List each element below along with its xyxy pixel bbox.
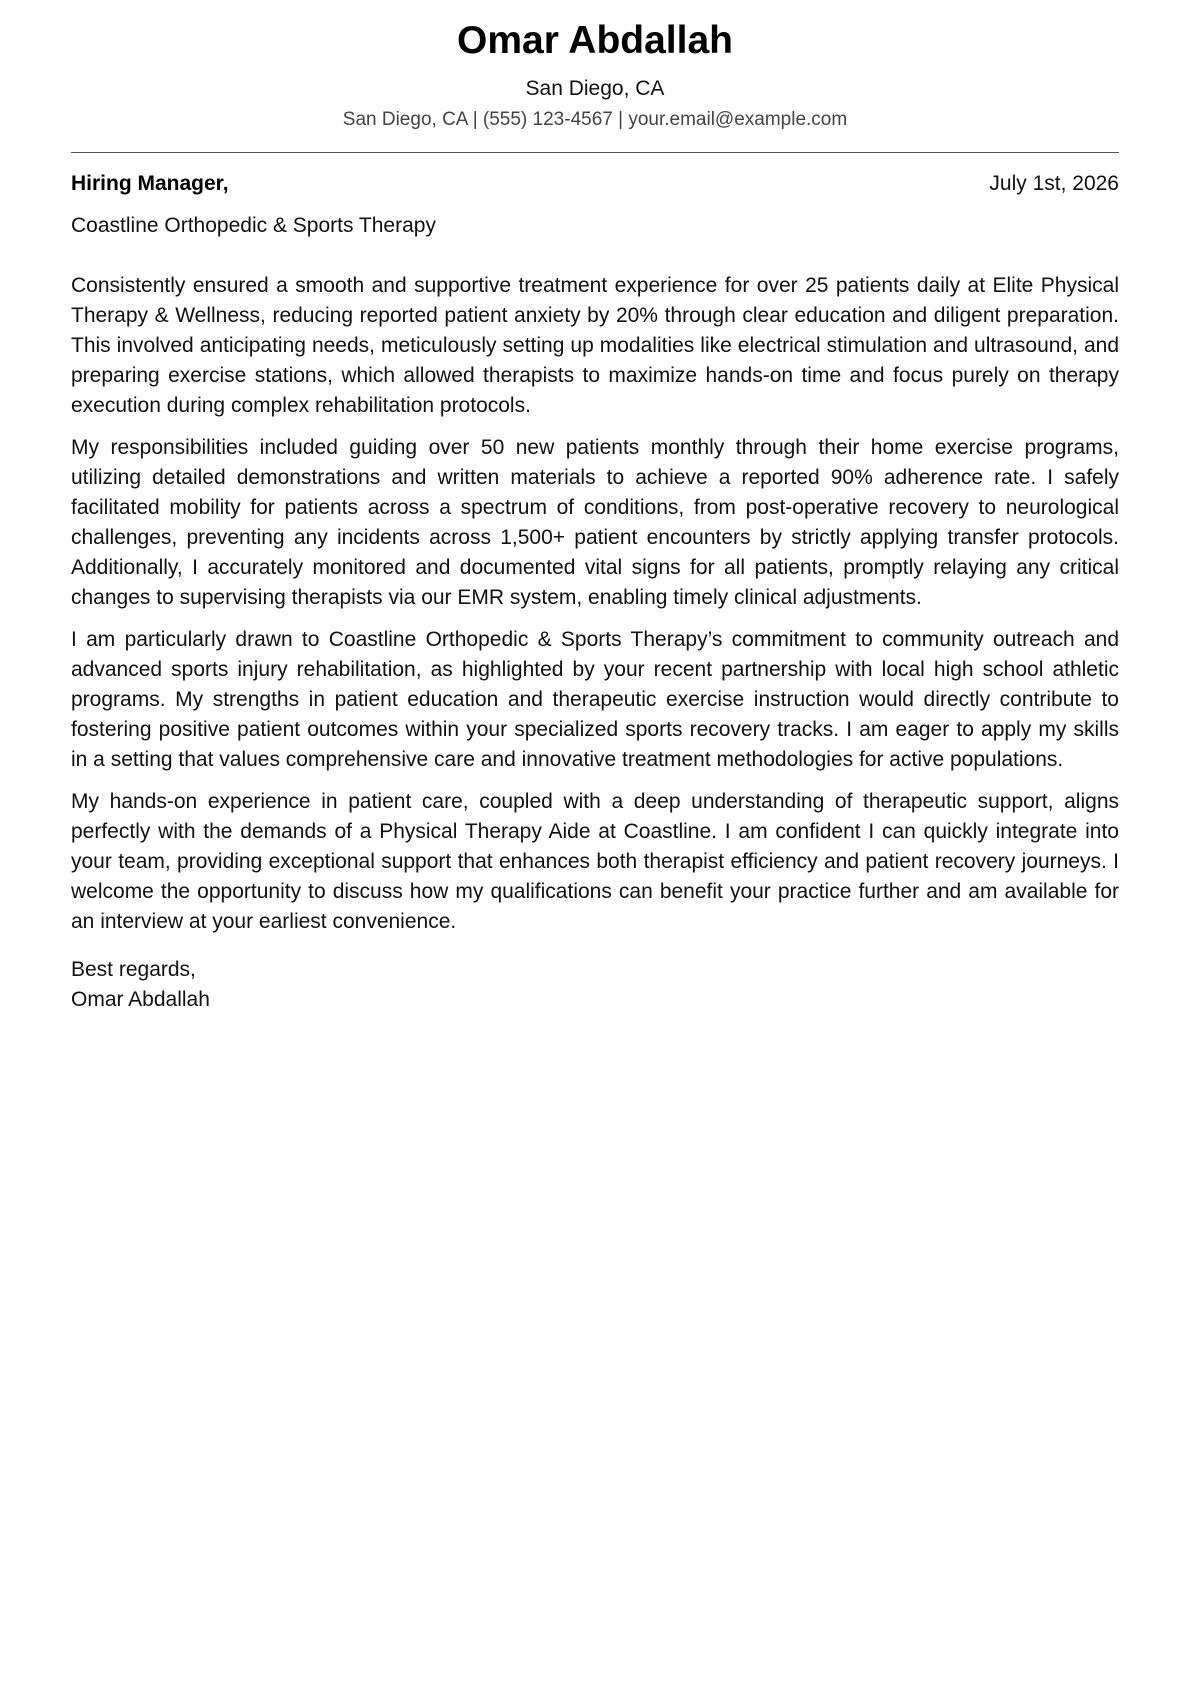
letter-body (71, 271, 1119, 937)
body-paragraph-3: I am particularly drawn to Coastline Orthopedic & Sports Therapy’s commitment to community outreach and advanced sports injury rehabilitation, as highlighted by your recent partnership with local high school athletic programs. My strengths in patient education and therapeutic exercise instruction would directly contribute to fostering positive patient outcomes within your specialized sports recovery tracks. I am eager to apply my skills in a setting that values comprehensive care and innovative treatment methodologies for active populations. (71, 628, 1119, 771)
recipient-date-row (71, 169, 1119, 199)
recipient-company: Coastline Orthopedic & Sports Therapy (71, 214, 436, 237)
letter-date: July 1st, 2026 (989, 172, 1119, 195)
body-paragraph-1: Consistently ensured a smooth and supportive treatment experience for over 25 patients daily at Elite Physical Therapy & Wellness, reducing reported patient anxiety by 20% through clear education and diligent preparation. This involved anticipating needs, meticulously setting up modalities like electrical stimulation and ultrasound, and preparing exercise stations, which allowed therapists to maximize hands-on time and focus purely on therapy execution during complex rehabilitation protocols. (71, 274, 1119, 417)
letter-header (71, 0, 1119, 134)
letter-closing (71, 955, 1119, 1015)
applicant-contact-line: San Diego, CA | (555) 123-4567 | your.email@example.com (342, 109, 848, 130)
recipient-salutation: Hiring Manager, (71, 172, 229, 195)
applicant-location: San Diego, CA (525, 77, 665, 100)
applicant-name: Omar Abdallah (457, 19, 733, 62)
body-paragraph-4: My hands-on experience in patient care, coupled with a deep understanding of therapeutic support, aligns perfectly with the demands of a Physical Therapy Aide at Coastline. I am confident I can quickly integrate into your team, providing exceptional support that enhances both therapist efficiency and patient recovery journeys. I welcome the opportunity to discuss how my qualifications can benefit your practice further and am available for an interview at your earliest convenience. (71, 790, 1119, 933)
header-divider (71, 152, 1119, 153)
body-paragraph-2: My responsibilities included guiding over 50 new patients monthly through their home exercise programs, utilizing detailed demonstrations and written materials to achieve a reported 90% adherence rate. I safely facilitated mobility for patients across a spectrum of conditions, from post-operative recovery to neurological challenges, preventing any incidents across 1,500+ patient encounters by strictly applying transfer protocols. Additionally, I accurately monitored and documented vital signs for all patients, promptly relaying any critical changes to supervising therapists via our EMR system, enabling timely clinical adjustments. (71, 436, 1119, 609)
closing-phrase: Best regards, (71, 958, 196, 981)
signature-name: Omar Abdallah (71, 988, 210, 1011)
